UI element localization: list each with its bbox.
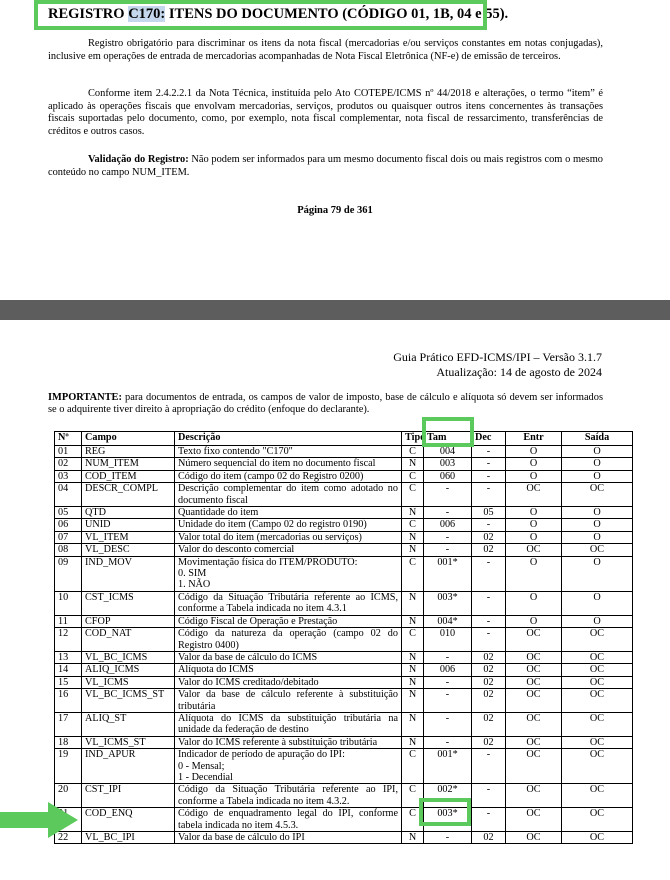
cell-saida: OC — [562, 689, 633, 713]
header-campo: Campo — [82, 432, 175, 446]
title-highlighted-term: C170: — [128, 6, 166, 22]
cell-campo: VL_BC_ICMS — [82, 651, 175, 663]
cell-saida: OC — [562, 676, 633, 688]
cell-tipo: N — [402, 736, 424, 748]
cell-tipo: C — [402, 446, 424, 458]
table-row — [55, 628, 633, 652]
cell-tipo: N — [402, 507, 424, 519]
header-tam: Tam — [424, 432, 472, 446]
cell-entr: OC — [506, 676, 562, 688]
cell-tipo: N — [402, 651, 424, 663]
header-entr: Entr — [506, 432, 562, 446]
table-row — [55, 591, 633, 615]
cell-tipo: C — [402, 483, 424, 507]
description-line: Quantidade do item — [178, 507, 259, 519]
cell-entr: OC — [506, 784, 562, 808]
header-descricao: Descrição — [175, 432, 402, 446]
table-row — [55, 749, 633, 784]
cell-num: 20 — [55, 784, 82, 808]
pointer-arrow-icon — [0, 800, 80, 840]
cell-descricao — [175, 676, 402, 688]
cell-dec: - — [472, 519, 506, 531]
cell-dec: - — [472, 470, 506, 482]
cell-num: 18 — [55, 736, 82, 748]
table-row — [55, 784, 633, 808]
cell-tam: 004* — [424, 615, 472, 627]
header-saida: Saída — [562, 432, 633, 446]
cell-descricao — [175, 591, 402, 615]
cell-num: 15 — [55, 676, 82, 688]
table-row — [55, 808, 633, 832]
cell-dec: - — [472, 591, 506, 615]
cell-campo: NUM_ITEM — [82, 458, 175, 470]
table-row — [55, 664, 633, 676]
cell-entr: OC — [506, 664, 562, 676]
paragraph-item-definition — [48, 88, 603, 138]
cell-dec: - — [472, 458, 506, 470]
description-line: Movimentação física do ITEM/PRODUTO: — [178, 556, 358, 568]
important-label: IMPORTANTE: — [48, 392, 122, 403]
table-row — [55, 556, 633, 591]
cell-descricao — [175, 556, 402, 591]
cell-descricao — [175, 519, 402, 531]
cell-entr: O — [506, 519, 562, 531]
cell-descricao — [175, 470, 402, 482]
cell-entr: OC — [506, 483, 562, 507]
cell-campo: ALIQ_ST — [82, 712, 175, 736]
cell-tam: - — [424, 651, 472, 663]
table-header-row — [55, 432, 633, 446]
cell-tam: - — [424, 676, 472, 688]
cell-num: 06 — [55, 519, 82, 531]
description-line: Valor do ICMS referente à substituição tributária — [178, 736, 378, 748]
cell-campo: COD_ENQ — [82, 808, 175, 832]
title-highlight-box — [34, 0, 487, 30]
cell-entr: OC — [506, 832, 562, 844]
cell-tam: 006 — [424, 519, 472, 531]
table-row — [55, 689, 633, 713]
description-line: Valor do desconto comercial — [178, 544, 295, 556]
cell-descricao — [175, 664, 402, 676]
cell-num: 09 — [55, 556, 82, 591]
cell-entr: OC — [506, 628, 562, 652]
validation-label: Validação do Registro: — [88, 154, 189, 165]
cst-ipi-size-highlight-box — [419, 798, 471, 826]
cell-campo: CST_IPI — [82, 784, 175, 808]
cell-campo: CST_ICMS — [82, 591, 175, 615]
cell-saida: O — [562, 615, 633, 627]
cell-saida: OC — [562, 736, 633, 748]
cell-tipo: C — [402, 519, 424, 531]
cell-descricao — [175, 507, 402, 519]
description-line: Texto fixo contendo "C170" — [178, 446, 293, 457]
cell-campo: DESCR_COMPL — [82, 483, 175, 507]
description-line: Código da Situação Tributária referente ao IPI, conforme a Tabela indicada no item 4.3.2. — [178, 784, 398, 807]
description-line: Código Fiscal de Operação e Prestação — [178, 615, 338, 627]
cell-saida: O — [562, 507, 633, 519]
cell-tipo: N — [402, 531, 424, 543]
cell-tipo: N — [402, 832, 424, 844]
cell-dec: 02 — [472, 736, 506, 748]
cell-campo: COD_NAT — [82, 628, 175, 652]
cell-saida: OC — [562, 749, 633, 784]
cell-tam: 003* — [424, 591, 472, 615]
cell-descricao — [175, 832, 402, 844]
cell-entr: O — [506, 470, 562, 482]
cell-tam: - — [424, 736, 472, 748]
description-line: 1. NÃO — [178, 579, 211, 591]
description-line: Valor da base de cálculo do IPI — [178, 832, 305, 843]
cell-tipo: C — [402, 749, 424, 784]
cell-entr: OC — [506, 736, 562, 748]
cell-tipo: N — [402, 689, 424, 713]
cell-descricao — [175, 446, 402, 458]
cell-dec: - — [472, 483, 506, 507]
header-tipo: Tipo — [402, 432, 424, 446]
cell-num: 02 — [55, 458, 82, 470]
description-line: Código do item (campo 02 do Registro 0200) — [178, 470, 364, 482]
cell-descricao — [175, 689, 402, 713]
cell-num: 17 — [55, 712, 82, 736]
important-note — [48, 392, 603, 416]
description-line: Alíquota do ICMS — [178, 664, 254, 676]
cell-tam: 001* — [424, 749, 472, 784]
cell-campo: VL_DESC — [82, 544, 175, 556]
cell-tipo: C — [402, 628, 424, 652]
cell-descricao — [175, 483, 402, 507]
cell-dec: - — [472, 628, 506, 652]
cell-saida: OC — [562, 483, 633, 507]
table-row — [55, 712, 633, 736]
header-dec: Dec — [472, 432, 506, 446]
table-row — [55, 736, 633, 748]
cell-tam: - — [424, 544, 472, 556]
cell-entr: O — [506, 446, 562, 458]
cell-entr: OC — [506, 808, 562, 832]
description-line: 0 - Mensal; — [178, 760, 225, 772]
cell-saida: O — [562, 519, 633, 531]
cell-dec: 02 — [472, 712, 506, 736]
document-page-80 — [0, 320, 670, 880]
cell-dec: - — [472, 615, 506, 627]
description-line: Descrição complementar do item como adotado no documento fiscal — [178, 483, 398, 506]
table-row — [55, 458, 633, 470]
cell-saida: OC — [562, 784, 633, 808]
cell-dec: 02 — [472, 832, 506, 844]
cell-tipo: C — [402, 470, 424, 482]
cell-dec: - — [472, 749, 506, 784]
paragraph-obligation — [48, 38, 603, 63]
cell-saida: O — [562, 446, 633, 458]
cell-saida: O — [562, 531, 633, 543]
cell-dec: - — [472, 446, 506, 458]
cell-descricao — [175, 712, 402, 736]
cell-saida: O — [562, 591, 633, 615]
cell-tam: - — [424, 689, 472, 713]
cell-saida: OC — [562, 832, 633, 844]
cell-tipo: N — [402, 591, 424, 615]
table-row — [55, 676, 633, 688]
table-body — [55, 446, 633, 844]
cell-descricao — [175, 628, 402, 652]
cell-dec: 02 — [472, 664, 506, 676]
cell-dec: 02 — [472, 676, 506, 688]
fields-table — [54, 431, 633, 844]
guide-date: Atualização: 14 de agosto de 2024 — [436, 365, 602, 379]
important-text: para documentos de entrada, os campos de valor de imposto, base de cálculo e alíquota só devem ser informados se o adquirente tiver direito à apropriação do crédito (enfoque do declarante). — [48, 392, 603, 416]
table-row — [55, 483, 633, 507]
cell-num: 03 — [55, 470, 82, 482]
cell-saida: OC — [562, 628, 633, 652]
table-row — [55, 507, 633, 519]
cell-tipo: N — [402, 544, 424, 556]
description-line: Alíquota do ICMS da substituição tributária na unidade da federação de destino — [178, 712, 398, 736]
cell-entr: OC — [506, 651, 562, 663]
cell-num: 01 — [55, 446, 82, 458]
tam-column-highlight-box — [422, 417, 474, 447]
cell-num: 19 — [55, 749, 82, 784]
cell-entr: O — [506, 556, 562, 591]
description-line: Valor da base de cálculo referente à substituição tributária — [178, 689, 398, 712]
cell-entr: O — [506, 531, 562, 543]
cell-entr: OC — [506, 689, 562, 713]
description-line: Código da natureza da operação (campo 02 do Registro 0400) — [178, 628, 398, 651]
cell-saida: O — [562, 556, 633, 591]
cell-descricao — [175, 736, 402, 748]
cell-num: 13 — [55, 651, 82, 663]
table-row — [55, 446, 633, 458]
cell-tam: 010 — [424, 628, 472, 652]
document-page-79 — [0, 0, 670, 300]
cell-saida: OC — [562, 712, 633, 736]
cell-descricao — [175, 544, 402, 556]
description-line: Código de enquadramento legal do IPI, conforme tabela indicada no item 4.5.3. — [178, 808, 398, 831]
cell-dec: 02 — [472, 544, 506, 556]
cell-num: 07 — [55, 531, 82, 543]
cell-tam: 006 — [424, 664, 472, 676]
page-number: Página 79 de 361 — [297, 205, 373, 216]
cell-campo: ALIQ_ICMS — [82, 664, 175, 676]
cell-descricao — [175, 615, 402, 627]
cell-campo: QTD — [82, 507, 175, 519]
cell-saida: OC — [562, 808, 633, 832]
cell-descricao — [175, 808, 402, 832]
cell-num: 04 — [55, 483, 82, 507]
cell-tam: - — [424, 483, 472, 507]
cell-saida: OC — [562, 664, 633, 676]
cell-tipo: N — [402, 712, 424, 736]
cell-entr: OC — [506, 712, 562, 736]
cell-campo: CFOP — [82, 615, 175, 627]
cell-campo: UNID — [82, 519, 175, 531]
description-line: Valor da base de cálculo do ICMS — [178, 651, 318, 663]
cell-num: 10 — [55, 591, 82, 615]
cell-tam: - — [424, 832, 472, 844]
cell-campo: VL_ICMS — [82, 676, 175, 688]
cell-descricao — [175, 651, 402, 663]
cell-dec: 02 — [472, 531, 506, 543]
cell-dec: - — [472, 808, 506, 832]
cell-dec: 02 — [472, 651, 506, 663]
table-row — [55, 531, 633, 543]
cell-campo: VL_BC_IPI — [82, 832, 175, 844]
cell-saida: O — [562, 470, 633, 482]
cell-num: 14 — [55, 664, 82, 676]
cell-dec: 05 — [472, 507, 506, 519]
cell-campo: IND_APUR — [82, 749, 175, 784]
cell-entr: O — [506, 458, 562, 470]
cell-entr: OC — [506, 544, 562, 556]
cell-entr: O — [506, 615, 562, 627]
description-line: 1 - Decendial — [178, 771, 233, 783]
cell-dec: - — [472, 784, 506, 808]
cell-campo: VL_ICMS_ST — [82, 736, 175, 748]
paragraph-item-definition-text: Conforme item 2.4.2.2.1 da Nota Técnica, instituída pelo Ato COTEPE/ICMS nº 44/2018 e alterações, o termo “item” é aplicado às operações fiscais que envolvam mercadorias, serviços, produtos ou quaisquer outros itens concernentes às transações fiscais suportadas pelo documento, como, por exemplo, nota fiscal complementar, nota fiscal de ressarcimento, transferências de créditos e outros casos. — [48, 88, 603, 137]
cell-tam: - — [424, 507, 472, 519]
header-num: Nº — [55, 432, 82, 446]
cell-descricao — [175, 784, 402, 808]
table-row — [55, 519, 633, 531]
table-row — [55, 651, 633, 663]
cell-campo: VL_BC_ICMS_ST — [82, 689, 175, 713]
cell-tipo: N — [402, 458, 424, 470]
cell-tam: 060 — [424, 470, 472, 482]
cell-tipo: C — [402, 808, 424, 832]
description-line: Valor do ICMS creditado/debitado — [178, 676, 319, 688]
cell-descricao — [175, 749, 402, 784]
table-row — [55, 615, 633, 627]
table-row — [55, 832, 633, 844]
cell-tam: 002* — [424, 784, 472, 808]
cell-num: 12 — [55, 628, 82, 652]
cell-tam: 003 — [424, 458, 472, 470]
cell-tam: 003* — [424, 808, 472, 832]
cell-num: 11 — [55, 615, 82, 627]
cell-tipo: N — [402, 664, 424, 676]
table-row — [55, 470, 633, 482]
description-line: Código da Situação Tributária referente ao ICMS, conforme a Tabela indicada no item 4.3.1 — [178, 591, 398, 615]
description-line: Unidade do item (Campo 02 do registro 0190) — [178, 519, 367, 531]
cell-tam: 004 — [424, 446, 472, 458]
cell-num: 16 — [55, 689, 82, 713]
cell-saida: O — [562, 458, 633, 470]
cell-tam: 001* — [424, 556, 472, 591]
cell-num: 08 — [55, 544, 82, 556]
cell-num: 05 — [55, 507, 82, 519]
description-line: Valor total do item (mercadorias ou serviços) — [178, 531, 362, 543]
title-prefix: REGISTRO — [48, 6, 129, 22]
cell-dec: - — [472, 556, 506, 591]
cell-campo: COD_ITEM — [82, 470, 175, 482]
cell-entr: O — [506, 507, 562, 519]
cell-tipo: N — [402, 676, 424, 688]
cell-campo: VL_ITEM — [82, 531, 175, 543]
cell-descricao — [175, 458, 402, 470]
cell-saida: OC — [562, 544, 633, 556]
cell-tam: - — [424, 531, 472, 543]
cell-entr: OC — [506, 749, 562, 784]
cell-descricao — [175, 531, 402, 543]
cell-tipo: C — [402, 784, 424, 808]
paragraph-obligation-text: Registro obrigatório para discriminar os itens da nota fiscal (mercadorias e/ou serviços constantes em notas conjugadas), inclusive em operações de entrada de mercadorias acompanhadas de Nota Fiscal Eletrônica (NF-e) de emissão de terceiros. — [48, 38, 603, 62]
cell-saida: OC — [562, 651, 633, 663]
paragraph-validation — [48, 154, 603, 179]
description-line: 0. SIM — [178, 568, 207, 580]
title-suffix: ITENS DO DOCUMENTO (CÓDIGO 01, 1B, 04 e 55). — [165, 6, 509, 22]
description-line: Número sequencial do item no documento fiscal — [178, 458, 376, 470]
cell-dec: 02 — [472, 689, 506, 713]
table-row — [55, 544, 633, 556]
cell-campo: IND_MOV — [82, 556, 175, 591]
page-header — [393, 350, 602, 380]
description-line: Indicador de período de apuração do IPI: — [178, 749, 345, 761]
guide-title: Guia Prático EFD-ICMS/IPI – Versão 3.1.7 — [393, 350, 602, 364]
cell-num: 22 — [55, 832, 82, 844]
cell-tipo: N — [402, 615, 424, 627]
cell-tam: - — [424, 712, 472, 736]
cell-tipo: C — [402, 556, 424, 591]
validation-text: Não podem ser informados para um mesmo documento fiscal dois ou mais registros com o mesmo conteúdo no campo NUM_ITEM. — [48, 154, 603, 178]
cell-campo: REG — [82, 446, 175, 458]
cell-entr: O — [506, 591, 562, 615]
